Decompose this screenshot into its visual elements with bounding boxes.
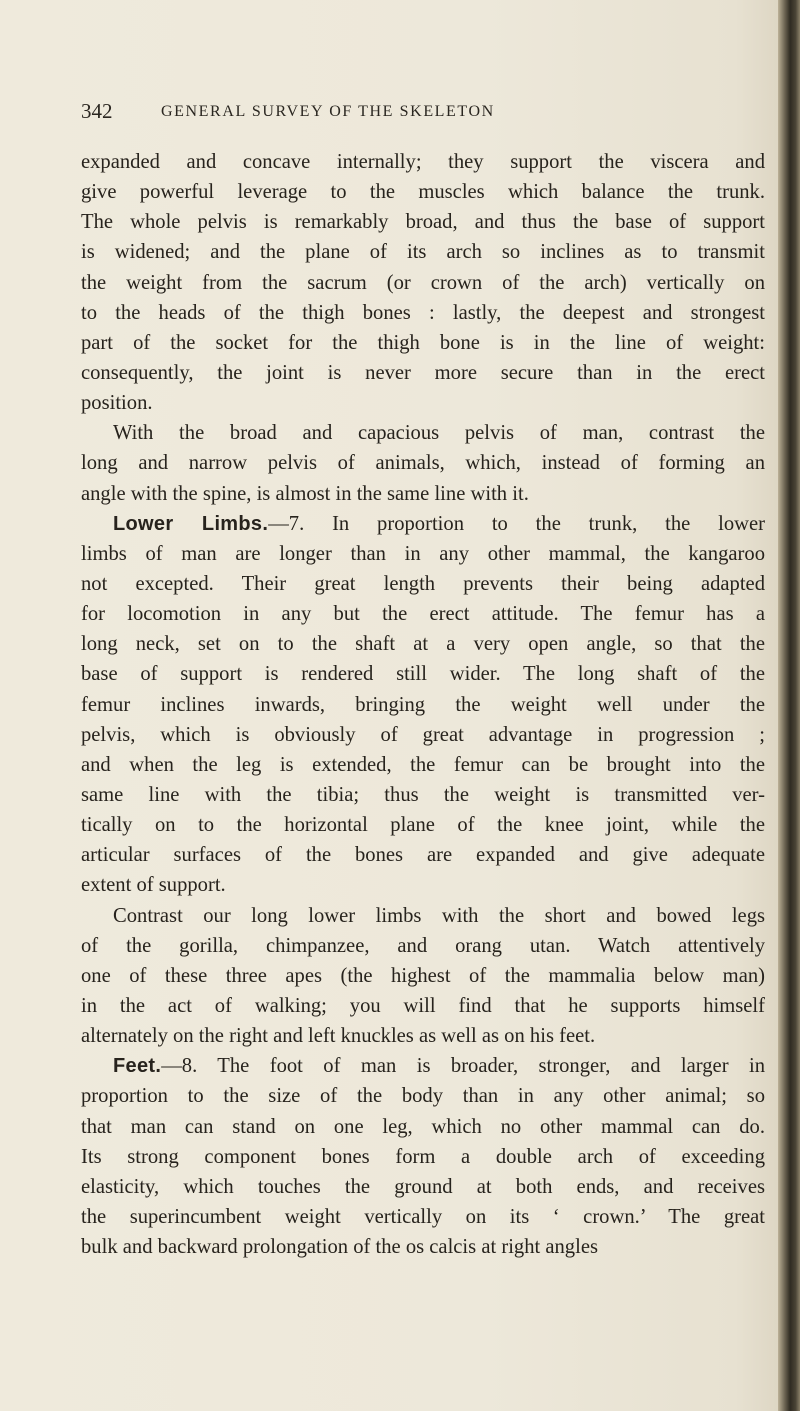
- text-line: pelvis, which is obviously of great advantage in progression ;: [81, 723, 765, 746]
- section-heading: Feet.: [113, 1055, 162, 1078]
- text-line: not excepted. Their great length prevents their being adapted: [81, 572, 765, 595]
- page-number: 342: [81, 99, 113, 123]
- text-line: tically on to the horizontal plane of the knee joint, while the: [81, 814, 765, 837]
- text-line: of the gorilla, chimpanzee, and orang utan. Watch attentively: [81, 934, 765, 957]
- page-edge-shadow: [778, 0, 800, 1411]
- text-line: Its strong component bones form a double arch of exceeding: [81, 1145, 765, 1168]
- text-line: femur inclines inwards, bringing the weight well under the: [81, 693, 765, 716]
- text-line: same line with the tibia; thus the weight is transmitted ver-: [81, 783, 765, 806]
- text-line: bulk and backward prolongation of the os calcis at right angles: [81, 1236, 598, 1259]
- text-line: alternately on the right and left knuckles as well as on his feet.: [81, 1025, 596, 1048]
- text-line: elasticity, which touches the ground at both ends, and receives: [81, 1175, 765, 1198]
- section-heading: Lower Limbs.: [113, 512, 269, 535]
- text-line: expanded and concave internally; they support the viscera and: [81, 151, 765, 173]
- text-line: limbs of man are longer than in any other mammal, the kangaroo: [81, 542, 765, 565]
- text-line: part of the socket for the thigh bone is in the line of weight:: [81, 331, 765, 354]
- page-header: [81, 97, 781, 125]
- text-line: extent of support.: [81, 874, 226, 897]
- text-line: the superincumbent weight vertically on its ‘ crown.’ The great: [81, 1205, 765, 1228]
- text-line: The whole pelvis is remarkably broad, and thus the base of support: [81, 211, 765, 234]
- text-line: give powerful leverage to the muscles which balance the trunk.: [81, 181, 765, 204]
- text-line: With the broad and capacious pelvis of man, contrast the: [113, 422, 765, 445]
- text-line: to the heads of the thigh bones : lastly, the deepest and strongest: [81, 301, 765, 324]
- text-line: Contrast our long lower limbs with the short and bowed legs: [113, 904, 765, 927]
- section-text: —8. The foot of man is broader, stronger, and larger in: [161, 1055, 765, 1078]
- section-text: —7. In proportion to the trunk, the lower: [268, 512, 765, 535]
- text-line: one of these three apes (the highest of the mammalia below man): [81, 964, 765, 987]
- text-line: base of support is rendered still wider. The long shaft of the: [81, 663, 765, 686]
- text-line: in the act of walking; you will find that he supports himself: [81, 994, 765, 1017]
- text-line: the weight from the sacrum (or crown of the arch) vertically on: [81, 271, 765, 294]
- text-line: articular surfaces of the bones are expanded and give adequate: [81, 844, 765, 867]
- text-line: long and narrow pelvis of animals, which, instead of forming an: [81, 452, 765, 475]
- text-line: angle with the spine, is almost in the same line with it.: [81, 482, 529, 505]
- text-line: long neck, set on to the shaft at a very open angle, so that the: [81, 633, 765, 656]
- body-text: [81, 147, 765, 1262]
- text-line: for locomotion in any but the erect attitude. The femur has a: [81, 603, 765, 626]
- text-line: position.: [81, 392, 153, 415]
- text-line: is widened; and the plane of its arch so inclines as to transmit: [81, 241, 765, 264]
- running-head: GENERAL SURVEY OF THE SKELETON: [161, 103, 495, 120]
- text-line: and when the leg is extended, the femur can be brought into the: [81, 753, 765, 776]
- text-line: consequently, the joint is never more secure than in the erect: [81, 361, 765, 384]
- text-line: proportion to the size of the body than in any other animal; so: [81, 1085, 765, 1108]
- text-line: [81, 509, 765, 539]
- text-line: [81, 1051, 765, 1081]
- text-line: that man can stand on one leg, which no other mammal can do.: [81, 1115, 765, 1138]
